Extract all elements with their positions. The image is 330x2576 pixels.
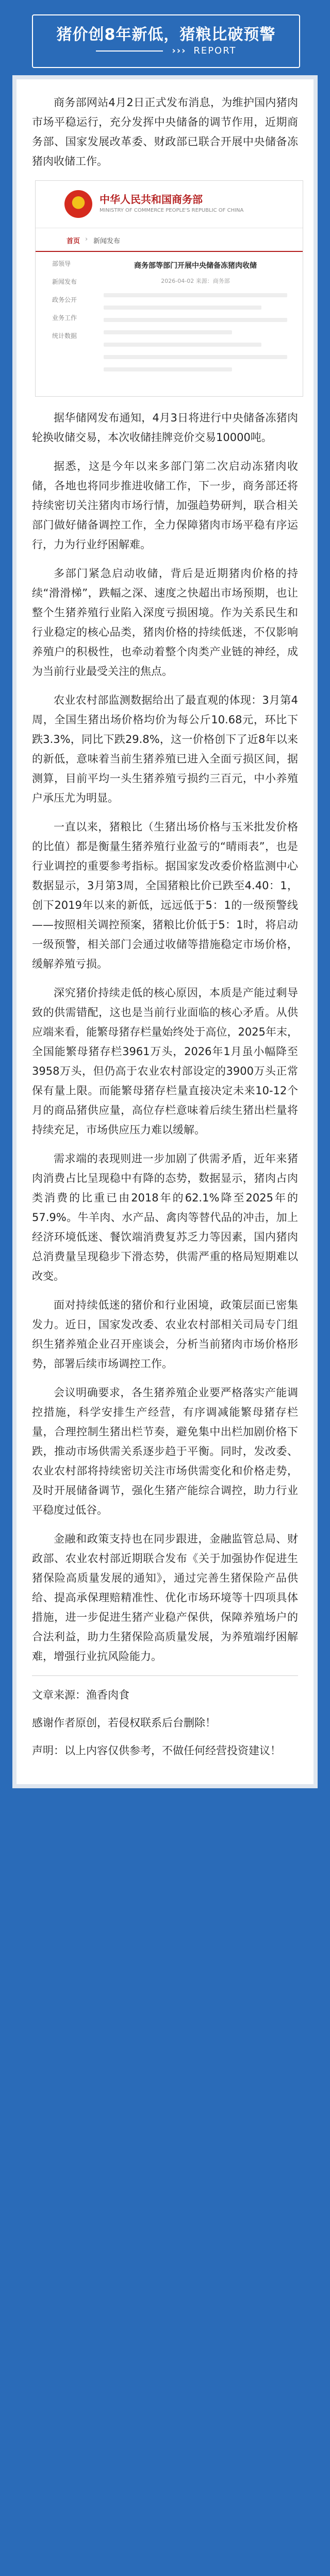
- article-card: [12, 75, 318, 1788]
- paragraph: 会议明确要求，各生猪养殖企业要严格落实产能调控措施，科学安排生产经营，有序调减能繁母猪存栏量，合理控制生猪出栏节奏，避免集中出栏加剧价格下跌，推动市场供需关系逐步趋于平衡。同时，发改委、农业农村部将持续密切关注市场供需变化和价格走势，及时开展储备调节，强化生猪产能综合调控，助力行业平稳度过低谷。: [32, 1386, 298, 1516]
- paragraph: 农业农村部监测数据给出了最直观的体现：3月第4周，全国生猪出场价格均价为每公斤10.68元，环比下跌3.3%，同比下跌29.8%，这一价格创下了近8年以来的新低，意味着当前生猪养殖已进入全面亏损区间，据测算，目前平均一头生猪养殖亏损约三百元，中小养殖户承压尤为明显。: [32, 694, 298, 804]
- notice-screenshot: [35, 180, 303, 397]
- notice-text-line: [104, 367, 232, 371]
- notice-text-line: [104, 293, 287, 297]
- copyright-notice: 感谢作者原创，若侵权联系后台删除！: [32, 1717, 216, 1729]
- notice-header: [36, 181, 303, 228]
- article-source: 文章来源：渔香肉食: [32, 1689, 129, 1701]
- notice-heading: 商务部等部门开展中央储备冻猪肉收储: [134, 262, 257, 270]
- paragraph: 据华储网发布通知，4月3日将进行中央储备冻猪肉轮换收储交易，本次收储挂牌竞价交易10000吨。: [32, 412, 298, 444]
- notice-meta: 2026-04-02 来源：商务部: [161, 278, 230, 284]
- notice-side-menu: [52, 259, 95, 378]
- paragraph: 据悉，这是今年以来多部门第二次启动冻猪肉收储，各地也将同步推进收储工作，下一步，商务部还将持续密切关注猪肉市场行情，加强趋势研判，联合相关部门做好储备调控工作，全力保障猪肉市场平稳有序运行，力为行业纾困解难。: [32, 460, 298, 551]
- report-line-decoration: [96, 50, 163, 52]
- report-tag: [33, 45, 299, 56]
- side-menu-item: 统计数据: [52, 332, 77, 340]
- notice-text-line: [104, 343, 261, 347]
- breadcrumb-current: 新闻发布: [93, 238, 121, 245]
- notice-breadcrumb: [36, 228, 303, 252]
- paragraph: 多部门紧急启动收储，背后是近期猪肉价格的持续“滑滑梯”，跌幅之深、速度之快超出市场预期，也让整个生猪养殖行业陷入深度亏损困境。作为关系民生和行业稳定的核心品类，猪肉价格的持续低迷，不仅影响养殖户的积极性，也牵动着整个肉类产业链的神经，成为当前行业最受关注的焦点。: [32, 567, 298, 677]
- disclaimer: 声明：以上内容仅供参考，不做任何经营投资建议！: [32, 1744, 281, 1757]
- notice-body: [104, 258, 287, 382]
- divider: [32, 1675, 298, 1676]
- side-menu-item: 业务工作: [52, 314, 77, 321]
- ministry-name-en: MINISTRY OF COMMERCE PEOPLE'S REPUBLIC OF CHINA: [100, 208, 244, 213]
- breadcrumb-separator-icon: ›: [85, 235, 88, 243]
- header: [12, 0, 318, 75]
- notice-text-line: [104, 330, 232, 334]
- breadcrumb-home: 首页: [67, 238, 80, 245]
- header-banner: [32, 14, 300, 68]
- report-label: REPORT: [193, 45, 237, 56]
- side-menu-item: 新闻发布: [52, 278, 77, 285]
- paragraph: 商务部网站4月2日正式发布消息，为维护国内猪肉市场平稳运行，充分发挥中央储备的调节作用，近期商务部、国家发展改革委、财政部已联合开展中央储备冻猪肉收储工作。: [32, 96, 298, 167]
- paragraph: 一直以来，猪粮比（生猪出场价格与玉米批发价格的比值）都是衡量生猪养殖行业盈亏的“晴雨表”，也是行业调控的重要参考指标。据国家发改委价格监测中心数据显示，3月第3周，全国猪粮比价已跌至4.40：1，创下2019年以来的新低，远远低于5：1的一级预警线——按照相关调控预案，猪粮比价低于5：1时，将启动一级预警，相关部门会通过收储等措施稳定市场价格，缓解养殖亏损。: [32, 821, 298, 970]
- national-emblem-icon: [64, 190, 92, 218]
- side-menu-item: 政务公开: [52, 296, 77, 303]
- side-menu-item: 部领导: [52, 260, 71, 267]
- chevrons-icon: ›››: [172, 45, 187, 56]
- paragraph: 需求端的表现则进一步加剧了供需矛盾，近年来猪肉消费占比呈现稳中有降的态势，数据显示，猪肉占肉类消费的比重已由2018年的62.1%降至2025年的57.9%。牛羊肉、水产品、禽肉等替代品的冲击，加上经济环境低迷、餐饮端消费复苏乏力等因素，国内猪肉总消费量呈现稳步下滑态势，供需严重的格局短期难以改变。: [32, 1153, 298, 1282]
- paragraph: 金融和政策支持也在同步跟进，金融监管总局、财政部、农业农村部近期联合发布《关于加强协作促进生猪保险高质量发展的通知》，通过完善生猪保险产品供给、提高承保理赔精准性、优化市场环境等十四项具体措施，进一步促进生猪产业稳产保供，保障养殖场户的合法利益，助力生猪保险高质量发展，为养殖端纾困解难，增强行业抗风险能力。: [32, 1533, 298, 1663]
- paragraph: 深究猪价持续走低的核心原因，本质是产能过剩导致的供需错配，这也是当前行业面临的核心矛盾。从供应端来看，能繁母猪存栏量始终处于高位，2025年末，全国能繁母猪存栏3961万头，2026年1月虽小幅降至3958万头，但仍高于农业农村部设定的3900万头正常保有量上限。而能繁母猪存栏量直接决定未来10-12个月的商品猪供应量，高位存栏意味着后续生猪出栏量将持续充足，市场供应压力难以缓解。: [32, 987, 298, 1136]
- notice-text-line: [104, 318, 287, 322]
- page-title: 猪价创8年新低，猪粮比破预警: [56, 26, 276, 44]
- paragraph: 面对持续低迷的猪价和行业困境，政策层面已密集发力。近日，国家发改委、农业农村部相关司局专门组织生猪养殖企业召开座谈会，分析当前猪肉市场价格形势，部署后续市场调控工作。: [32, 1299, 298, 1370]
- ministry-name: 中华人民共和国商务部: [100, 193, 203, 206]
- notice-text-line: [104, 355, 287, 359]
- notice-text-line: [104, 306, 261, 310]
